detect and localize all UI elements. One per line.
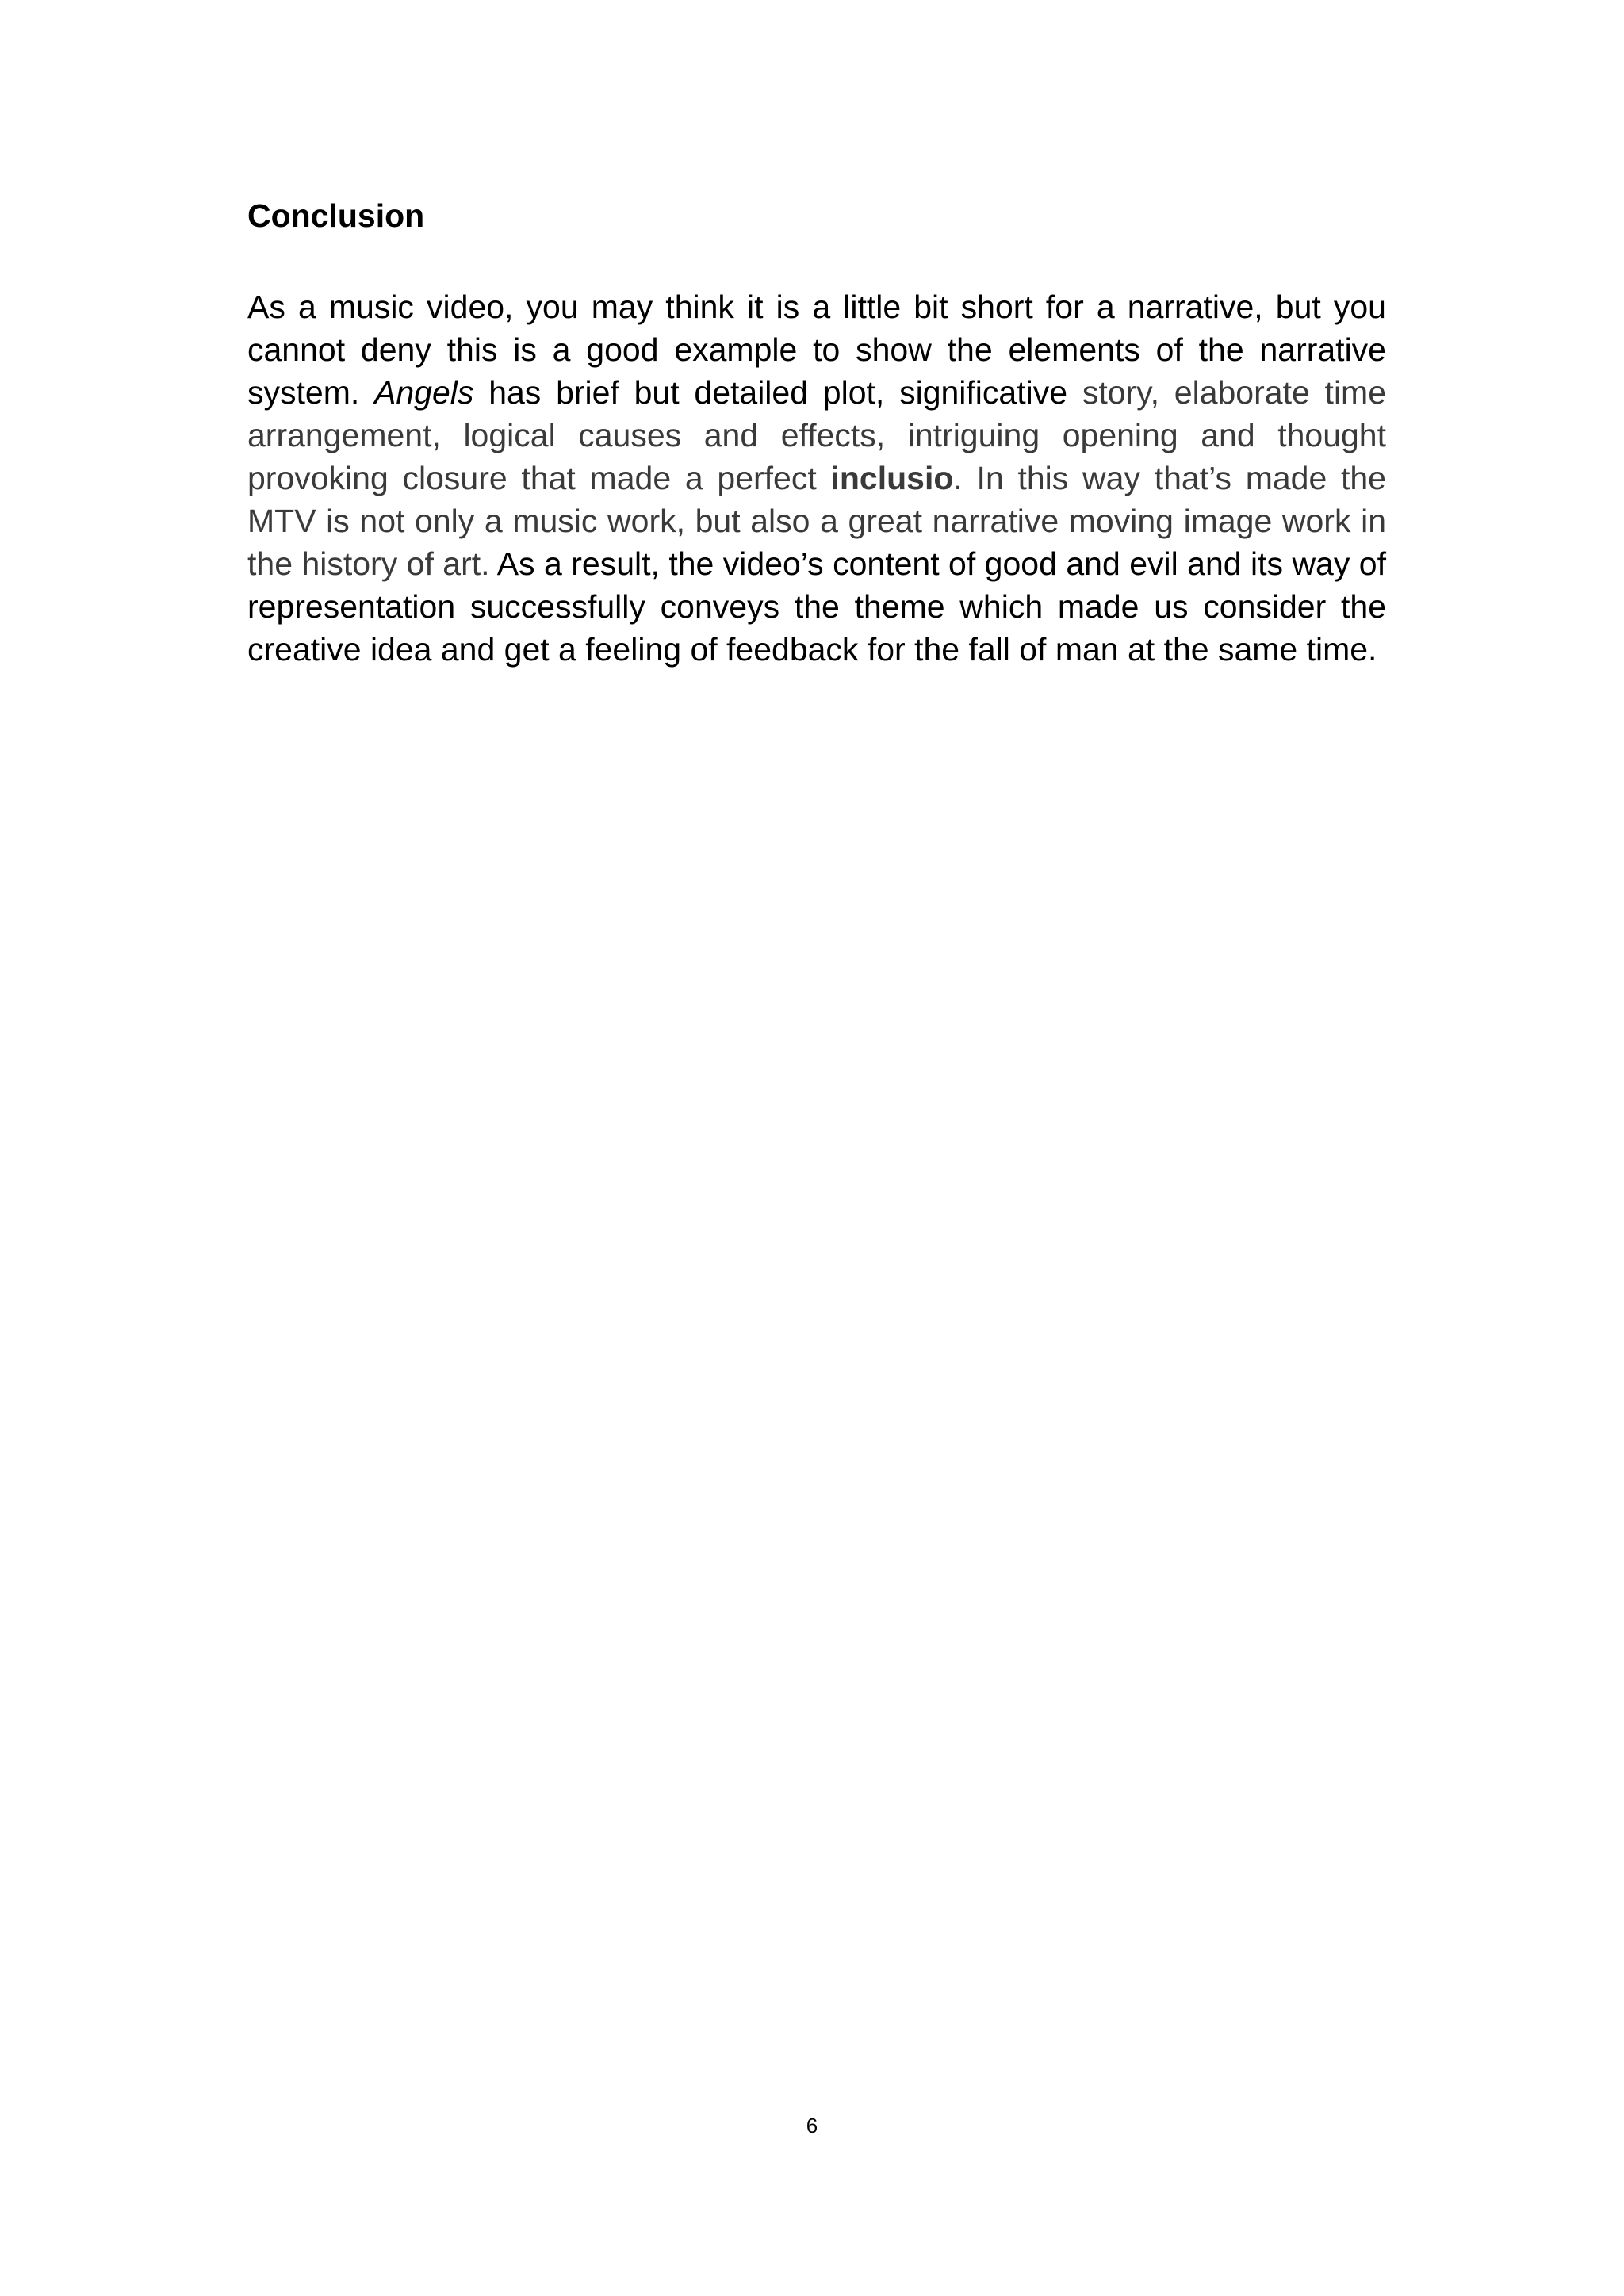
conclusion-paragraph [247, 285, 1386, 671]
bold-term-inclusio: inclusio [830, 460, 954, 496]
paragraph-text-result: As a result, the video’s content of good and evil and its way of representation successfully conveys the theme which made us consider the creative idea and get a feeling of feedback for the fall of man at the same time. [247, 545, 1386, 668]
paragraph-text-mtv: . In this way that’s made the MTV is not only a music work, but also a great narrative moving image work in the history of art. [247, 460, 1386, 582]
paragraph-text-elements: story, elaborate time arrangement, logical causes and effects, intriguing opening and thought provoking closure that made a perfect [247, 374, 1387, 496]
paragraph-text-plot: has brief but detailed plot, significative [473, 374, 1068, 411]
paragraph-text-intro: As a music video, you may think it is a little bit short for a narrative, but you cannot deny this is a good example to show the elements of the narrative system. [247, 289, 1386, 411]
section-heading: Conclusion [247, 197, 425, 234]
video-title-italic: Angels [374, 374, 474, 411]
page-number: 6 [806, 2114, 818, 2137]
